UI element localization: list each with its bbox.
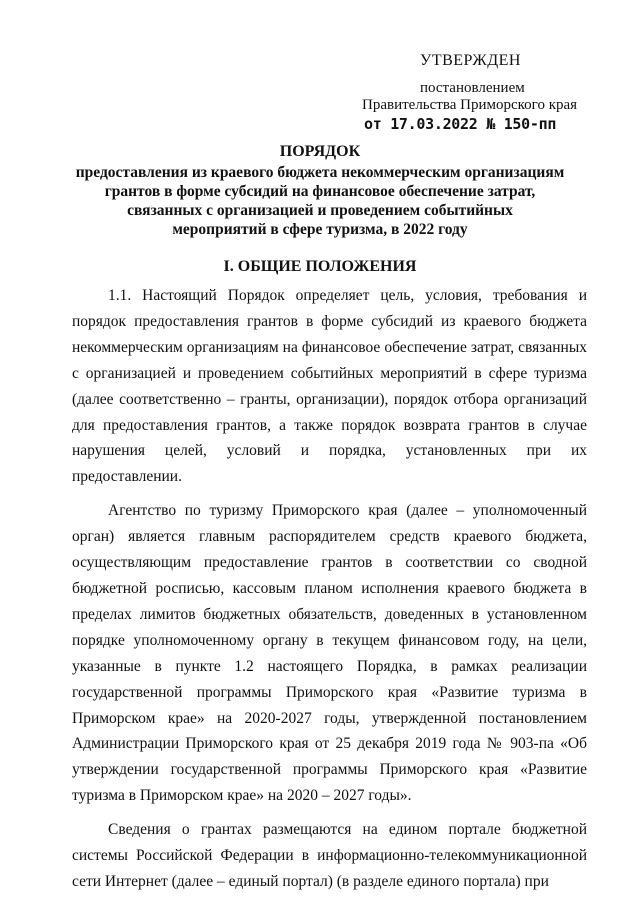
paragraph: Сведения о грантах размещаются на едином портале бюджетной системы Российской Федерации в информационно-телекоммуникационной сети Интернет (далее – единый портал) (в разделе единого портала) при bbox=[72, 821, 587, 890]
approval-title: УТВЕРЖДЕН bbox=[420, 52, 521, 69]
paragraph: Агентство по туризму Приморского края (далее – уполномоченный орган) является главным распорядителем средств краевого бюджета, осуществляющим предоставление грантов в соответствии со сводной бюджетной росписью, кассовым планом исполнения краевого бюджета в пределах лимитов бюджетных обязательств, доведенных в установленном порядке уполномоченному органу в текущем финансовом году, на цели, указанные в пункте 1.2 настоящего Порядка, в рамках реализации государственной программы Приморского края «Развитие туризма в Приморском крае» на 2020-2027 годы, утвержденной постановлением Администрации Приморского края от 25 декабря 2019 года № 903-па «Об утверждении государственной программы Приморского края «Развитие туризма в Приморском крае» на 2020 – 2027 годы». bbox=[72, 502, 587, 805]
subtitle-line: грантов в форме субсидий на финансовое обеспечение затрат, bbox=[104, 183, 536, 200]
approval-line-2: Правительства Приморского края bbox=[362, 97, 578, 113]
document-title: ПОРЯДОК bbox=[279, 143, 361, 160]
subtitle-line: предоставления из краевого бюджета некоммерческим организациям bbox=[75, 164, 565, 181]
approval-date-number: от 17.03.2022 № 150-пп bbox=[364, 115, 557, 133]
document-subtitle bbox=[0, 163, 640, 239]
section-title: I. ОБЩИЕ ПОЛОЖЕНИЯ bbox=[223, 258, 417, 275]
approval-line-1: постановлением bbox=[420, 80, 525, 96]
document-body bbox=[72, 283, 587, 895]
subtitle-line: связанных с организацией и проведением событийных bbox=[127, 202, 513, 219]
subtitle-line: мероприятий в сфере туризма, в 2022 году bbox=[172, 221, 468, 238]
paragraph: 1.1. Настоящий Порядок определяет цель, условия, требования и порядок предоставления грантов в форме субсидий из краевого бюджета некоммерческим организациям на финансовое обеспечение затрат, связанных с организацией и проведением событийных мероприятий в сфере туризма (далее соответственно – гранты, организации), порядок отбора организаций для предоставления грантов, а также порядок возврата грантов в случае нарушения целей, условий и порядка, установленных при их предоставлении. bbox=[72, 287, 587, 486]
